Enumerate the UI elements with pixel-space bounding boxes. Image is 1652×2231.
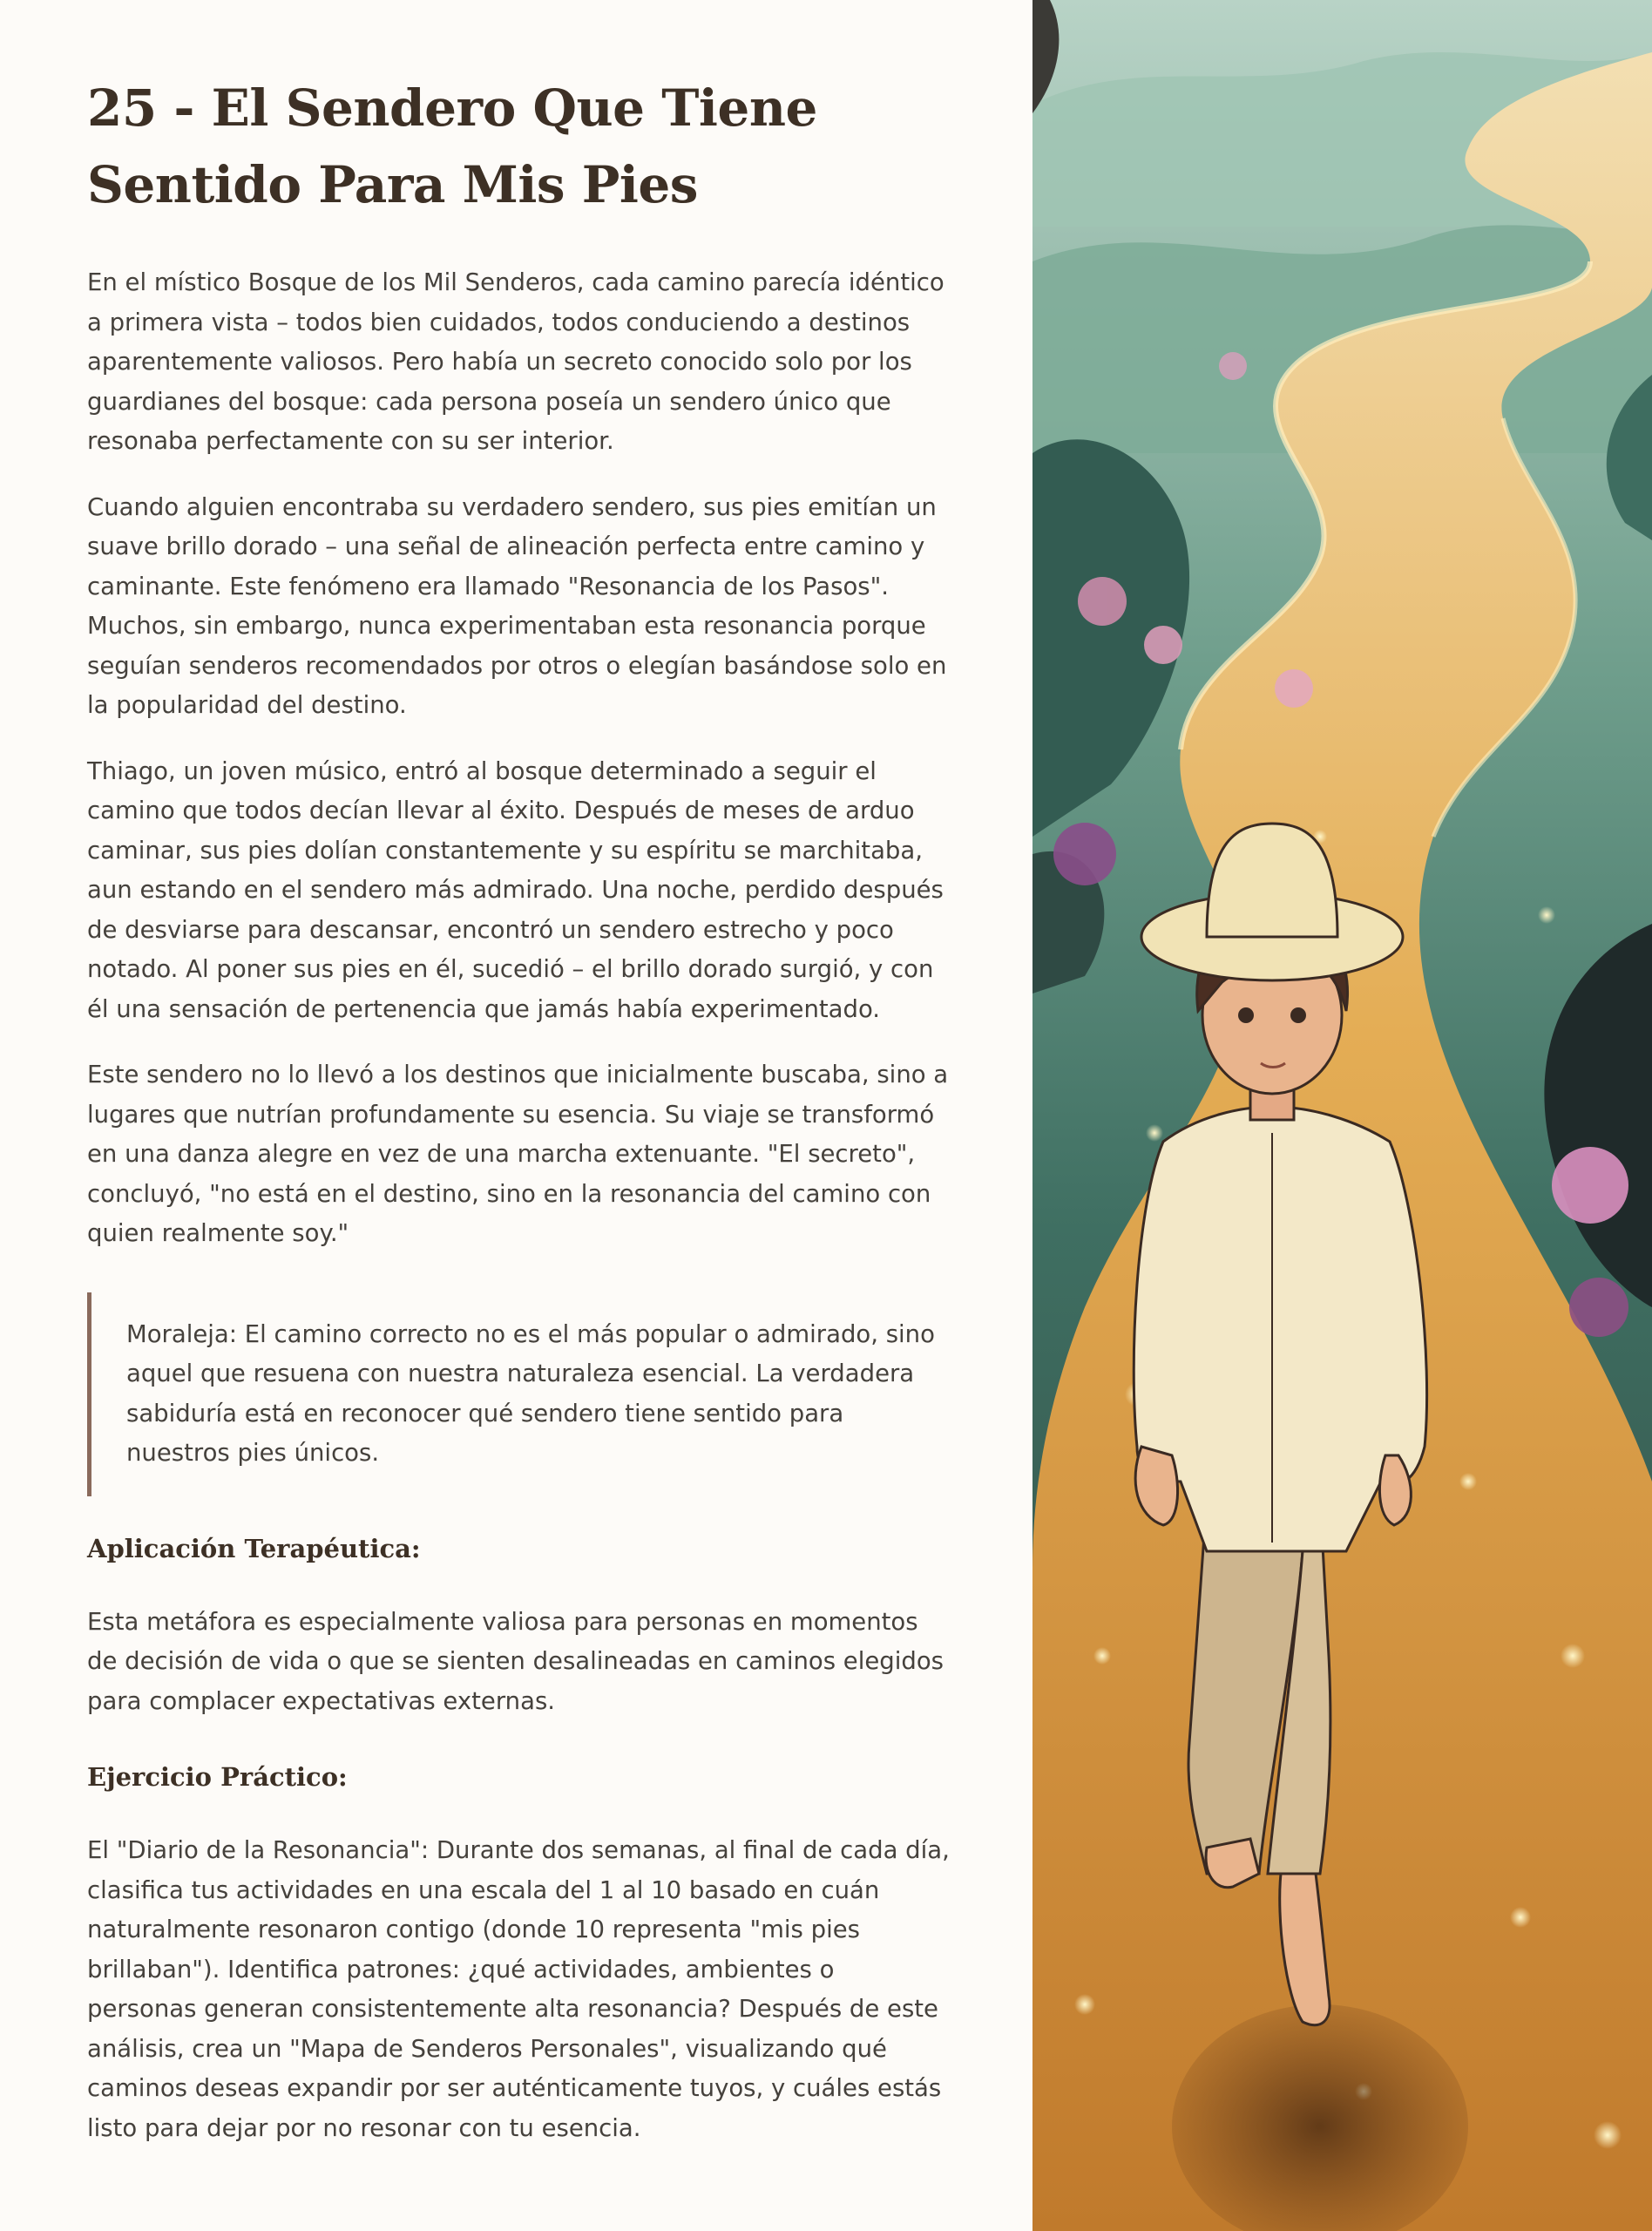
- application-heading: Aplicación Terapéutica:: [87, 1533, 421, 1563]
- article: [87, 70, 950, 2174]
- exercise-text: El "Diario de la Resonancia": Durante dos semanas, al final de cada día, clasifica tus actividades en una escala del 1 al 10 basado en cuán naturalmente resonaron contigo (donde 10 representa "mis pies brillaban"). Identifica patrones: ¿qué actividades, ambientes o personas generan consistentemente alta resonancia? Después de este análisis, crea un "Mapa de Senderos Personales", visualizando qué caminos deseas expandir por ser auténticamente tuyos, y cuáles estás listo para dejar por no resonar con tu esencia.: [87, 1836, 950, 2142]
- exercise-heading: Ejercicio Práctico:: [87, 1762, 348, 1792]
- story-paragraph-4: Este sendero no lo llevó a los destinos que inicialmente buscaba, sino a lugares que nutrían profundamente su esencia. Su viaje se transformó en una danza alegre en vez de una marcha extenuante. "El secreto", concluyó, "no está en el destino, sino en la resonancia del camino con quien realmente soy.": [87, 1061, 949, 1247]
- title-line-2: Sentido Para Mis Pies: [87, 155, 698, 214]
- title-line-1: 25 - El Sendero Que Tiene: [87, 78, 817, 138]
- story-paragraph-1: En el místico Bosque de los Mil Senderos, cada camino parecía idéntico a primera vista – todos bien cuidados, todos conduciendo a destinos aparentemente valiosos. Pero había un secreto conocido solo por los guardianes del bosque: cada persona poseía un sendero único que resonaba perfectamente con su ser interior.: [87, 268, 944, 455]
- story-paragraph-3: Thiago, un joven músico, entró al bosque determinado a seguir el camino que todos decían llevar al éxito. Después de meses de arduo caminar, sus pies dolían constantemente y su espíritu se marchitaba, aun estando en el sendero más admirado. Una noche, perdido después de desviarse para descansar, encontró un sendero estrecho y poco notado. Al poner sus pies en él, sucedió – el brillo dorado surgió, y con él una sensación de pertenencia que jamás había experimentado.: [87, 756, 944, 1023]
- moral-text: Moraleja: El camino correcto no es el más popular o admirado, sino aquel que resuena con nuestra naturaleza esencial. La verdadera sabiduría está en reconocer qué sendero tiene sentido para nuestros pies únicos.: [126, 1319, 935, 1467]
- moral-quote: [87, 1292, 950, 1496]
- application-text: Esta metáfora es especialmente valiosa para personas en momentos de decisión de vida o que se sienten desalineadas en caminos elegidos para complacer expectativas externas.: [87, 1607, 944, 1715]
- story-paragraph-2: Cuando alguien encontraba su verdadero sendero, sus pies emitían un suave brillo dorado – una señal de alineación perfecta entre camino y caminante. Este fenómeno era llamado "Resonancia de los Pasos". Muchos, sin embargo, nunca experimentaban esta resonancia porque seguían senderos recomendados por otros o elegían basándose solo en la popularidad del destino.: [87, 492, 947, 719]
- page-title: [87, 70, 950, 223]
- boy-walking-forest-path-illustration: [1032, 0, 1652, 2231]
